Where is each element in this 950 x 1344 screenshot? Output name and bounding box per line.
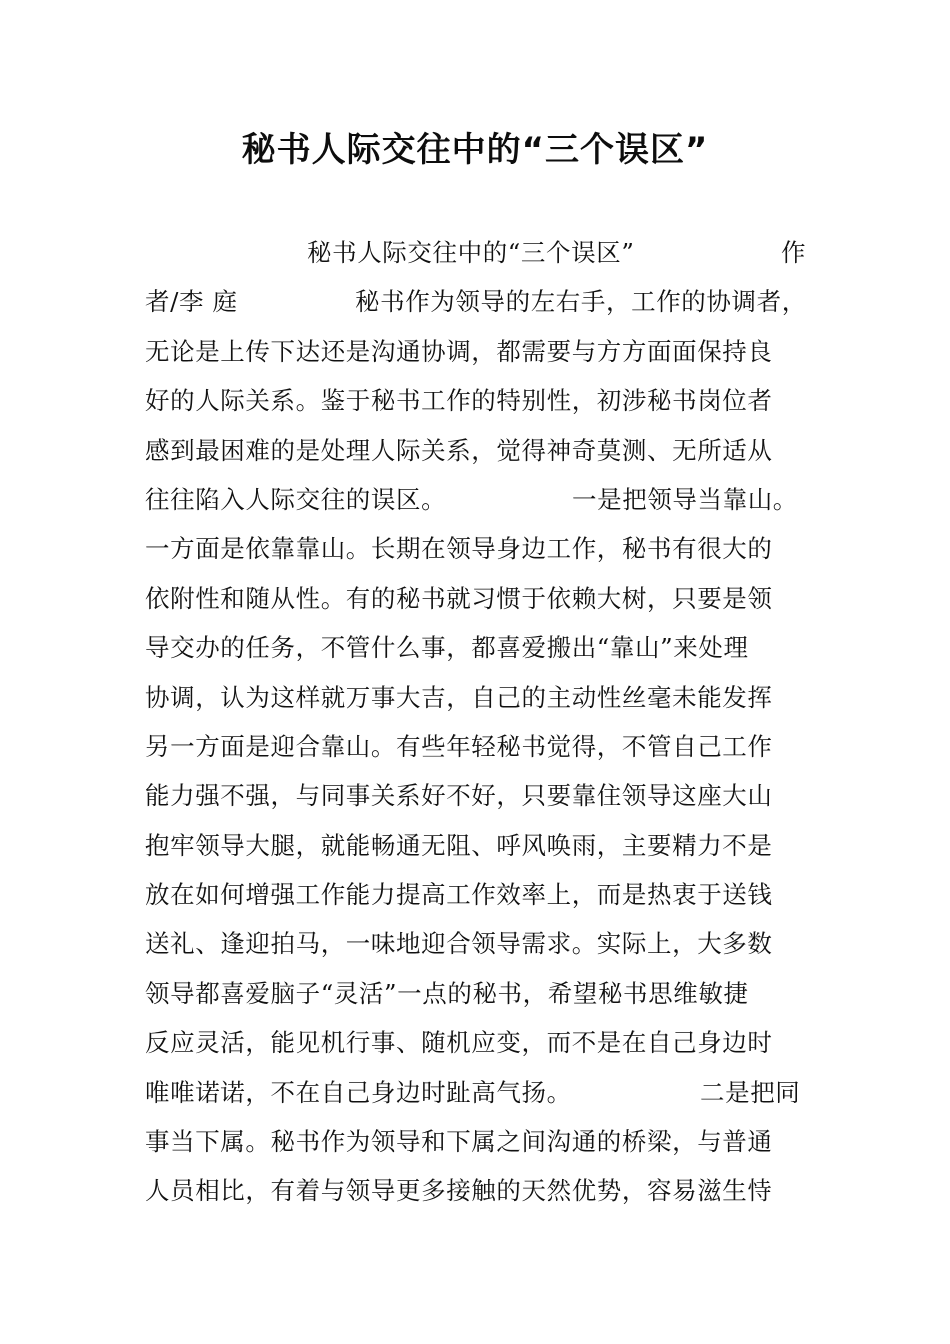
- line-text: 能力强不强，与同事关系好不好，只要靠住领导这座大山: [145, 781, 773, 811]
- body-line: [145, 1018, 825, 1067]
- line-text: 唯唯诺诺，不在自己身边时趾高气扬。: [145, 1077, 572, 1107]
- line-text: 事当下属。秘书作为领导和下属之间沟通的桥梁，与普通: [145, 1127, 773, 1157]
- section-heading-two: 二是把同: [700, 1077, 801, 1107]
- line-text: 放在如何增强工作能力提高工作效率上，而是热衷于送钱: [145, 880, 773, 910]
- body-line: [145, 623, 825, 672]
- line-text: 往往陷入人际交往的误区。: [145, 484, 447, 514]
- line-text: 抱牢领导大腿，就能畅通无阻、呼风唤雨，主要精力不是: [145, 830, 773, 860]
- body-line: [145, 722, 825, 771]
- body-line: [145, 969, 825, 1018]
- body-line: [145, 277, 825, 326]
- line-text: 依附性和随从性。有的秘书就习惯于依赖大树，只要是领: [145, 583, 773, 613]
- line-text: 无论是上传下达还是沟通协调，都需要与方方面面保持良: [145, 336, 773, 366]
- body-line: [145, 919, 825, 968]
- subtitle-text: 秘书人际交往中的“三个误区”: [307, 238, 635, 267]
- paragraph-start: 秘书作为领导的左右手，工作的协调者，: [355, 287, 807, 317]
- line-text: 协调，认为这样就万事大吉，自己的主动性丝毫未能发挥: [145, 682, 773, 712]
- line-text: 领导都喜爱脑子“灵活”一点的秘书，希望秘书思维敏捷: [145, 978, 749, 1008]
- body-line: [145, 426, 825, 475]
- section-heading-one: 一是把领导当靠山。: [572, 484, 798, 514]
- author-name: 者/李 庭: [145, 287, 238, 317]
- body-line: [145, 327, 825, 376]
- body-line: [145, 870, 825, 919]
- document-title: 秘书人际交往中的“三个误区”: [241, 130, 709, 170]
- body-line: [145, 1068, 825, 1117]
- line-text: 送礼、逢迎拍马，一味地迎合领导需求。实际上，大多数: [145, 929, 773, 959]
- body-line: [145, 524, 825, 573]
- line-text: 好的人际关系。鉴于秘书工作的特别性，初涉秘书岗位者: [145, 386, 773, 416]
- line-text: 另一方面是迎合靠山。有些年轻秘书觉得，不管自己工作: [145, 731, 773, 761]
- body-line: [145, 376, 825, 425]
- body-line: [145, 228, 825, 277]
- body-line: [145, 574, 825, 623]
- line-text: 反应灵活，能见机行事、随机应变，而不是在自己身边时: [145, 1028, 773, 1058]
- document-body: [145, 228, 825, 1216]
- body-line: [145, 475, 825, 524]
- line-text: 一方面是依靠靠山。长期在领导身边工作，秘书有很大的: [145, 534, 773, 564]
- body-line: [145, 821, 825, 870]
- body-line: [145, 1117, 825, 1166]
- body-line: [145, 771, 825, 820]
- line-text: 感到最困难的是处理人际关系，觉得神奇莫测、无所适从: [145, 435, 773, 465]
- author-label-start: 作: [781, 238, 807, 267]
- body-line: [145, 1166, 825, 1215]
- line-text: 人员相比，有着与领导更多接触的天然优势，容易滋生恃: [145, 1176, 773, 1206]
- line-text: 导交办的任务，不管什么事，都喜爱搬出“靠山”来处理: [145, 633, 749, 663]
- body-line: [145, 673, 825, 722]
